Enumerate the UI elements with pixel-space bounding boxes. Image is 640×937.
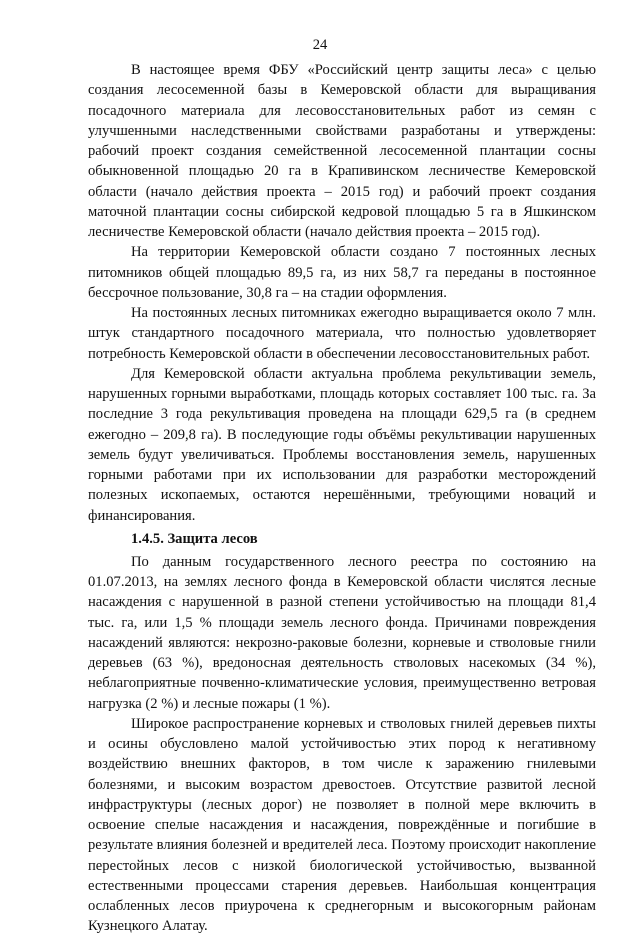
paragraph-seed-base: В настоящее время ФБУ «Российский центр защиты леса» с целью создания лесосеменной базы в Кемеровской области для выращивания посадочного материала для лесовосстановительных работ из семян с улучшенными наследственными свойствами разработаны и утверждены: рабочий проект создания семейственной лесосеменной плантации сосны обыкновенной площадью 20 га в Крапивинском лесничестве Кемеровской области (начало действия проекта – 2015 год) и рабочий проект создания маточной плантации сосны сибирской кедровой площадью 5 га в Яшкинском лесничестве Кемеровской области (начало действия проекта – 2015 год). [88,62,596,240]
body-text [88,60,596,937]
section-heading: 1.4.5. Защита лесов [131,530,258,547]
paragraph-land-reclamation: Для Кемеровской области актуальна проблема рекультивации земель, нарушенных горными выработками, площадь которых составляет 100 тыс. га. За последние 3 года рекультивация проведена на площади 629,5 га (в среднем ежегодно – 209,8 га). В последующие годы объёмы рекультивации нарушенных земель будут увеличиваться. Проблемы восстановления земель, нарушенных горными работами при их использовании для разработки месторождений полезных ископаемых, остаются нерешёнными, требующими новаций и финансирования. [88,365,596,524]
page-number: 24 [312,37,328,53]
paragraph-rot-spread: Широкое распространение корневых и стволовых гнилей деревьев пихты и осины обусловлено малой устойчивостью этих пород к негативному воздействию внешних факторов, в том числе к заражению гнилевыми болезнями, и высоким возрастом древостоев. Отсутствие развитой лесной инфраструктуры (лесных дорог) не позволяет в полной мере включить в освоение спелые насаждения и насаждения, повреждённые и погибшие в результате влияния болезней и вредителей леса. Поэтому происходит накопление перестойных лесов с низкой биологической устойчивостью, вызванной естественными процессами старения деревьев. Наибольшая концентрация ослабленных лесов приурочена к среднегорным и высокогорным районам Кузнецкого Алатау. [88,715,596,935]
paragraph-nurseries: На территории Кемеровской области создано 7 постоянных лесных питомников общей площадью 89,5 га, из них 58,7 га переданы в постоянное бессрочное пользование, 30,8 га – на стадии оформления. [88,244,596,301]
paragraph-planting-material: На постоянных лесных питомниках ежегодно выращивается около 7 млн. штук стандартного посадочного материала, что полностью удовлетворяет потребность Кемеровской области в обеспечении лесовосстановительных работ. [88,305,596,362]
paragraph-forest-damage: По данным государственного лесного реестра по состоянию на 01.07.2013, на землях лесного фонда в Кемеровской области числятся лесные насаждения с нарушенной в разной степени устойчивостью на площади 81,4 тыс. га, или 1,5 % площади земель лесного фонда. Причинами повреждения насаждений являются: некрозно-раковые болезни, корневые и стволовые гнили деревьев (63 %), вредоносная деятельность стволовых насекомых (34 %), неблагоприятные почвенно-климатические условия, преимущественно ветровая нагрузка (2 %) и лесные пожары (1 %). [88,553,596,712]
